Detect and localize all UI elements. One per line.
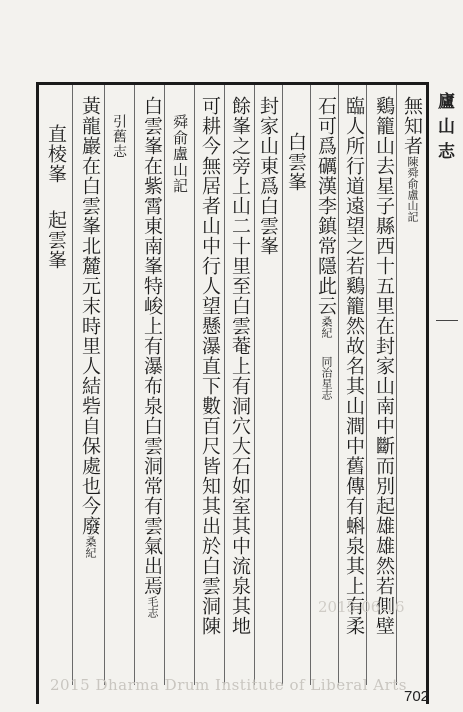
text-column-13 [46, 124, 65, 270]
column-rule [310, 85, 311, 685]
column-text: 封家山東爲白雲峯 [257, 96, 279, 256]
watermark-date: 2015-06-16 [318, 598, 405, 616]
column-rule [134, 85, 135, 685]
text-column-4 [316, 96, 335, 400]
column-text: 可耕今無居者山中行人望懸瀑直下數百尺皆知其出於白雲洞陳 [199, 96, 221, 636]
column-rule [282, 85, 283, 685]
frame-left-border [36, 82, 39, 704]
column-text: 臨人所行道遠望之若鷄籠然故名其山澗中舊傳有蝌泉其上有柔 [343, 96, 365, 636]
text-column-3 [344, 96, 363, 636]
watermark: 2015 Dharma Drum Institute of Liberal Arts [50, 676, 407, 694]
column-text: 直棱峯 [45, 124, 67, 184]
column-rule [104, 85, 105, 685]
column-rule [366, 85, 367, 685]
text-column-12 [80, 96, 99, 558]
edge-mark [436, 320, 458, 321]
page-number: 702 [404, 688, 430, 705]
column-annotation: 桑紀 [320, 316, 333, 338]
text-column-10 [142, 96, 161, 618]
column-annotation: 毛志 [146, 596, 159, 618]
column-text: 黃龍巖在白雲峯北麓元末時里人結砦自保處也今廢 [79, 96, 101, 536]
column-text: 餘峯之旁上山二十里至白雲菴上有洞穴大石如室其中流泉其地 [229, 96, 251, 636]
column-rule [72, 85, 73, 685]
column-rule [194, 85, 195, 685]
page-edge-title: 廬山志 [434, 92, 454, 167]
column-text: 白雲峯在紫霄東南峯特峻上有瀑布泉白雲洞常有雲氣出焉 [141, 96, 163, 596]
column-rule [396, 85, 397, 685]
column-text: 無知者 [401, 96, 423, 156]
column-rule [164, 85, 165, 685]
column-text: 引舊志 [111, 114, 127, 159]
column-text: 舜俞盧山記 [171, 114, 189, 194]
text-column-7 [230, 96, 249, 636]
text-column-9 [172, 114, 187, 194]
section-heading: 白雲峯 [285, 132, 307, 192]
column-annotation-source: 同治星志 [320, 356, 333, 400]
column-rule [254, 85, 255, 685]
text-column-8 [200, 96, 219, 636]
column-annotation: 桑紀 [84, 536, 97, 558]
column-rule [338, 85, 339, 685]
frame-top-border [36, 82, 428, 85]
column-text: 石可爲礪漢李鎮常隱此云 [315, 96, 337, 316]
frame-right-border [426, 82, 429, 704]
column-text: 鷄籠山去星子縣西十五里在封家山南中斷而別起雄雄然若側壁 [373, 96, 395, 636]
column-annotation: 陳舜俞盧山記 [406, 156, 419, 222]
column-rule [224, 85, 225, 685]
text-column-5 [286, 132, 305, 192]
column-text: 起雲峯 [45, 210, 67, 270]
text-column-11 [112, 114, 126, 159]
text-column-6 [258, 96, 277, 256]
text-column-1 [402, 96, 421, 222]
text-column-2 [374, 96, 393, 636]
